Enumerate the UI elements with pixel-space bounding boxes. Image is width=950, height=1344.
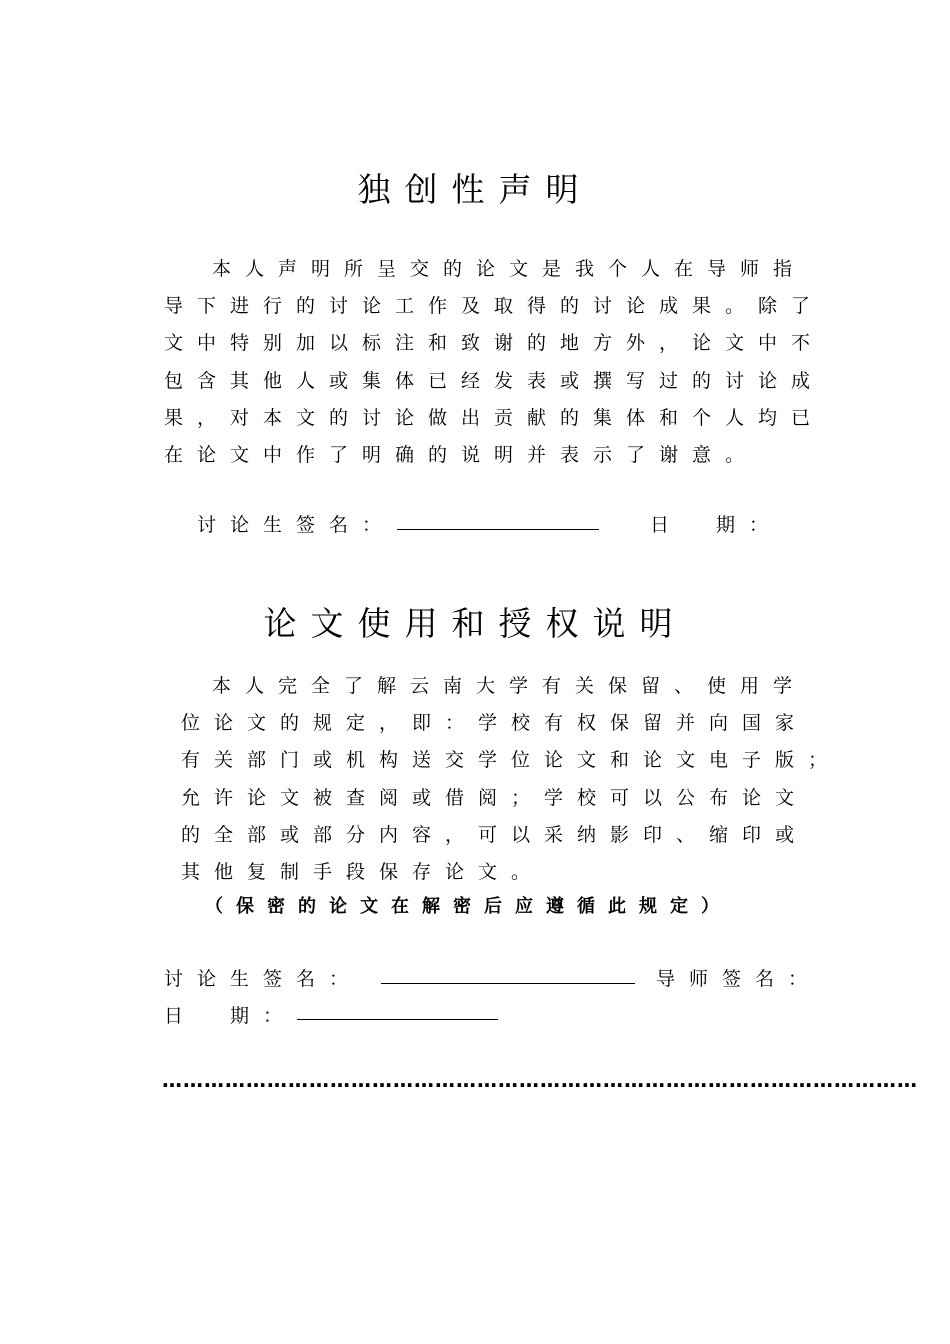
authorization-line-4: 允许论文被查阅或借阅；学校可以公布论文 [181,787,809,809]
declaration-line-4: 包含其他人或集体已经发表或撰写过的讨论成 [164,370,825,392]
declaration-line-5: 果，对本文的讨论做出贡献的集体和个人均已 [164,407,825,429]
authorization-line-6: 其他复制手段保存论文。 [181,861,545,883]
declaration-signature-label: 讨论生签名： [197,514,396,536]
student-signature-label: 讨论生签名： [164,968,363,990]
declaration-line-1: 本人声明所呈交的论文是我个人在导师指 [212,258,807,280]
declaration-line-2: 导下进行的讨论工作及取得的讨论成果。除了 [164,295,825,317]
authorization-line-3: 有关部门或机构送交学位论文和论文电子版； [181,749,842,771]
authorization-line-1: 本人完全了解云南大学有关保留、使用学 [212,675,807,697]
advisor-signature-label: 导师签名： [656,968,822,990]
authorization-note: （保密的论文在解密后应遵循此规定） [205,896,732,917]
student-signature-field[interactable] [381,983,635,984]
authorization-line-5: 的全部或部分内容，可以采纳影印、缩印或 [181,824,809,846]
declaration-line-6: 在论文中作了明确的说明并表示了谢意。 [164,444,759,466]
declaration-line-3: 文中特别加以标注和致谢的地方外，论文中不 [164,332,825,354]
authorization-title: 论文使用和授权说明 [263,604,687,643]
dotted-separator: ……………………………………………………………………………………………… [162,1068,918,1092]
declaration-signature-field[interactable] [397,529,599,530]
authorization-line-2: 位论文的规定，即：学校有权保留并向国家 [181,712,809,734]
declaration-title: 独创性声明 [357,170,593,209]
declaration-date-label: 日 期： [650,514,783,536]
authorization-date-label: 日 期： [164,1005,297,1027]
authorization-date-field[interactable] [297,1019,498,1020]
